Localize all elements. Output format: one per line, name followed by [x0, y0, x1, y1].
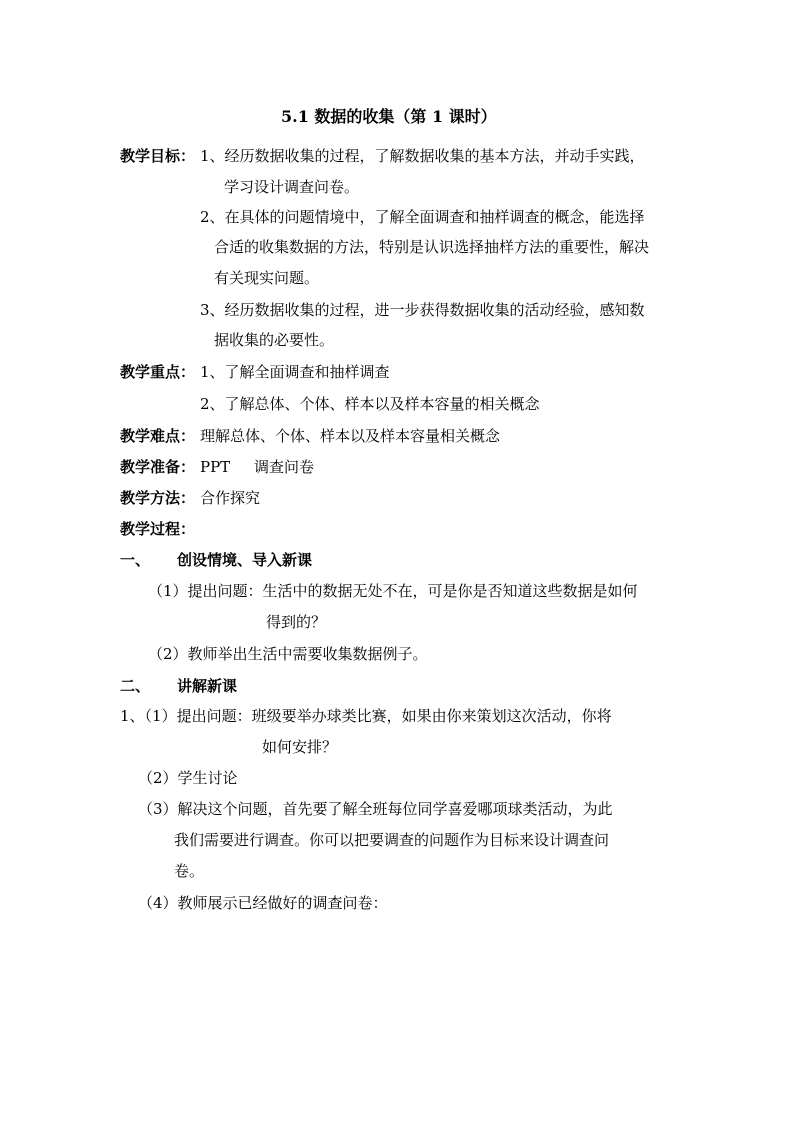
objective-3-line-1: 3、经历数据收集的过程，进一步获得数据收集的活动经验，感知数 [200, 301, 645, 319]
section-2-item-3-line-1: （3）解决这个问题，首先要了解全班每位同学喜爱哪项球类活动，为此 [138, 800, 613, 818]
method-label: 教学方法： [120, 489, 196, 507]
section-1-item-2: （2）教师举出生活中需要收集数据例子。 [148, 645, 428, 663]
objective-2-line-1: 2、在具体的问题情境中，了解全面调查和抽样调查的概念，能选择 [200, 208, 645, 226]
preparation-label: 教学准备： [120, 458, 196, 476]
key-point-1: 1、了解全面调查和抽样调查 [200, 363, 390, 381]
preparation-text: PPT 调查问卷 [200, 458, 315, 476]
section-1-item-1-line-2: 得到的？ [266, 613, 327, 631]
document-title: 5.1 数据的收集（第 1 课时） [281, 107, 497, 126]
objective-1-line-1: 1、经历数据收集的过程，了解数据收集的基本方法，并动手实践， [200, 147, 645, 165]
section-2-item-2: （2）学生讨论 [138, 769, 238, 787]
difficulties-label: 教学难点： [120, 427, 196, 445]
section-2-heading: 讲解新课 [177, 677, 238, 695]
objective-2-line-2: 合适的收集数据的方法，特别是认识选择抽样方法的重要性，解决 [214, 238, 650, 256]
difficulties-text: 理解总体、个体、样本以及样本容量相关概念 [200, 427, 501, 445]
objective-2-line-3: 有关现实问题。 [214, 269, 320, 287]
section-1-number: 一、 [120, 551, 151, 569]
section-2-number: 二、 [120, 677, 151, 695]
section-2-item-4: （4）教师展示已经做好的调查问卷： [138, 894, 388, 912]
section-2-item-3-line-2: 我们需要进行调查。你可以把要调查的问题作为目标来设计调查问 [174, 831, 610, 849]
process-label: 教学过程： [120, 520, 196, 538]
method-text: 合作探究 [200, 489, 261, 507]
objective-1-line-2: 学习设计调查问卷。 [224, 178, 360, 196]
key-point-2: 2、了解总体、个体、样本以及样本容量的相关概念 [200, 395, 540, 413]
objectives-label: 教学目标： [120, 147, 196, 165]
section-2-item-1-line-2: 如何安排？ [262, 738, 338, 756]
key-points-label: 教学重点： [120, 363, 196, 381]
objective-3-line-2: 据收集的必要性。 [214, 331, 335, 349]
section-1-item-1-line-1: （1）提出问题：生活中的数据无处不在，可是你是否知道这些数据是如何 [148, 582, 638, 600]
section-1-heading: 创设情境、导入新课 [177, 551, 313, 569]
section-2-item-3-line-3: 卷。 [174, 862, 205, 880]
section-2-item-1-line-1: 1、（1）提出问题：班级要举办球类比赛，如果由你来策划这次活动，你将 [120, 707, 612, 725]
